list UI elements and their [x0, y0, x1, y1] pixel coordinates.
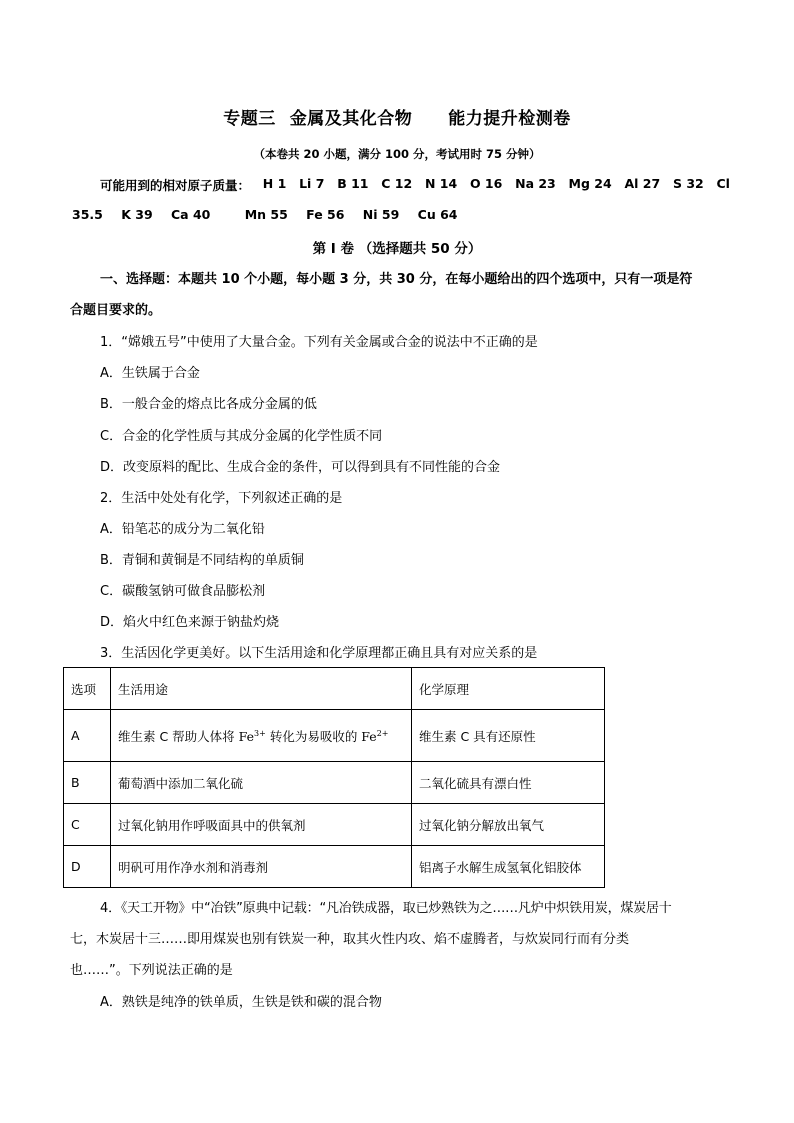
table-header-option: 选项 — [64, 668, 111, 710]
mass-item: B 11 — [337, 176, 369, 191]
ion-fe3 — [239, 729, 266, 744]
exam-subtitle: （本卷共 20 小题，满分 100 分，考试用时 75 分钟） — [253, 147, 541, 161]
ion-charge: 3+ — [254, 728, 266, 738]
table-cell-use: 过氧化钠用作呼吸面具中的供氧剂 — [111, 804, 412, 846]
table-cell-use: 葡萄酒中添加二氧化硫 — [111, 762, 412, 804]
atomic-masses — [72, 176, 730, 222]
table-row — [64, 804, 605, 846]
title-test-name: 能力提升检测卷 — [448, 109, 571, 129]
q1-option-b: B．一般合金的熔点比各成分金属的低 — [100, 397, 317, 412]
mass-item: Mg 24 — [568, 176, 612, 191]
mass-item: Ca 40 — [171, 207, 211, 222]
table-cell-use: 明矾可用作净水剂和消毒剂 — [111, 846, 412, 888]
mass-item: N 14 — [424, 176, 458, 191]
mass-item: Ni 59 — [362, 207, 400, 222]
q1-option-c: C．合金的化学性质与其成分金属的化学性质不同 — [100, 429, 383, 444]
table-cell-principle: 二氧化硫具有漂白性 — [412, 762, 605, 804]
q2-option-d: D．焰火中红色来源于钠盐灼烧 — [100, 615, 280, 630]
table-cell-option: C — [64, 804, 111, 846]
instructions-line2: 合题目要求的。 — [70, 303, 162, 318]
table-row — [64, 710, 605, 762]
q1-stem: 1．“嫦娥五号”中使用了大量合金。下列有关金属或合金的说法中不正确的是 — [100, 335, 538, 350]
table-cell-option: A — [64, 710, 111, 762]
mass-item: H 1 — [262, 176, 287, 191]
q2-stem: 2．生活中处处有化学，下列叙述正确的是 — [100, 491, 343, 506]
instructions-line1: 一、选择题：本题共 10 个小题，每小题 3 分，共 30 分，在每小题给出的四个选项中，只有一项是符 — [100, 272, 693, 287]
mass-item: Li 7 — [299, 176, 325, 191]
ion-charge: 2+ — [376, 728, 389, 738]
q3-options-table — [63, 667, 605, 888]
q3-stem: 3．生活因化学更美好。以下生活用途和化学原理都正确且具有对应关系的是 — [100, 646, 538, 661]
ion-symbol: Fe — [238, 728, 255, 744]
ion-fe2 — [361, 729, 388, 744]
table-header-use: 生活用途 — [111, 668, 412, 710]
title-topic-number: 专题三 — [223, 109, 276, 129]
mass-item: Na 23 — [515, 176, 556, 191]
q1-option-a: A．生铁属于合金 — [100, 366, 200, 381]
q2-option-b: B．青铜和黄铜是不同结构的单质铜 — [100, 553, 304, 568]
table-cell-principle: 维生素 C 具有还原性 — [412, 710, 605, 762]
mass-item: C 12 — [381, 176, 413, 191]
table-cell-option: B — [64, 762, 111, 804]
title-topic-name: 金属及其化合物 — [289, 109, 413, 129]
table-cell-principle: 过氧化钠分解放出氧气 — [412, 804, 605, 846]
table-header-row — [64, 668, 605, 710]
q2-option-a: A．铅笔芯的成分为二氧化铅 — [100, 522, 265, 537]
q4-option-a: A．熟铁是纯净的铁单质，生铁是铁和碳的混合物 — [100, 995, 382, 1010]
mass-item: Fe 56 — [306, 207, 345, 222]
table-cell-principle: 铝离子水解生成氢氧化铝胶体 — [412, 846, 605, 888]
table-row — [64, 846, 605, 888]
mass-item: 35.5 — [72, 207, 103, 222]
q4-stem-line3: 也……”。下列说法正确的是 — [70, 963, 233, 978]
q1-option-d: D．改变原料的配比、生成合金的条件，可以得到具有不同性能的合金 — [100, 460, 501, 475]
q2-option-c: C．碳酸氢钠可做食品膨松剂 — [100, 584, 266, 599]
page-title — [0, 104, 794, 129]
atomic-masses-row2 — [72, 207, 471, 222]
use-text-mid: 转化为易吸收的 — [265, 728, 362, 744]
mass-item: S 32 — [672, 176, 704, 191]
table-cell-use — [111, 710, 412, 762]
table-header-principle: 化学原理 — [412, 668, 605, 710]
use-text-pre: 维生素 C 帮助人体将 — [118, 728, 239, 744]
mass-item: Mn 55 — [244, 207, 288, 222]
mass-item: Cu 64 — [417, 207, 458, 222]
mass-item: Cl — [716, 176, 730, 191]
q4-stem-line1: 4．《天工开物》中“冶铁”原典中记载：“凡冶铁成器，取已炒熟铁为之……凡炉中炽铁用炭，煤炭居十 — [100, 901, 672, 916]
mass-item: O 16 — [469, 176, 503, 191]
table-cell-option: D — [64, 846, 111, 888]
ion-symbol: Fe — [361, 728, 377, 744]
atomic-masses-label: 可能用到的相对原子质量： — [100, 178, 251, 193]
q4-stem-line2: 七，木炭居十三……即用煤炭也别有铁炭一种，取其火性内攻、焰不虚腾者，与炊炭同行而有分类 — [70, 932, 630, 947]
mass-item: Al 27 — [624, 176, 661, 191]
mass-item: K 39 — [121, 207, 153, 222]
table-row — [64, 762, 605, 804]
atomic-masses-row1 — [100, 176, 730, 194]
section-title: 第 I 卷 （选择题共 50 分） — [312, 241, 482, 257]
